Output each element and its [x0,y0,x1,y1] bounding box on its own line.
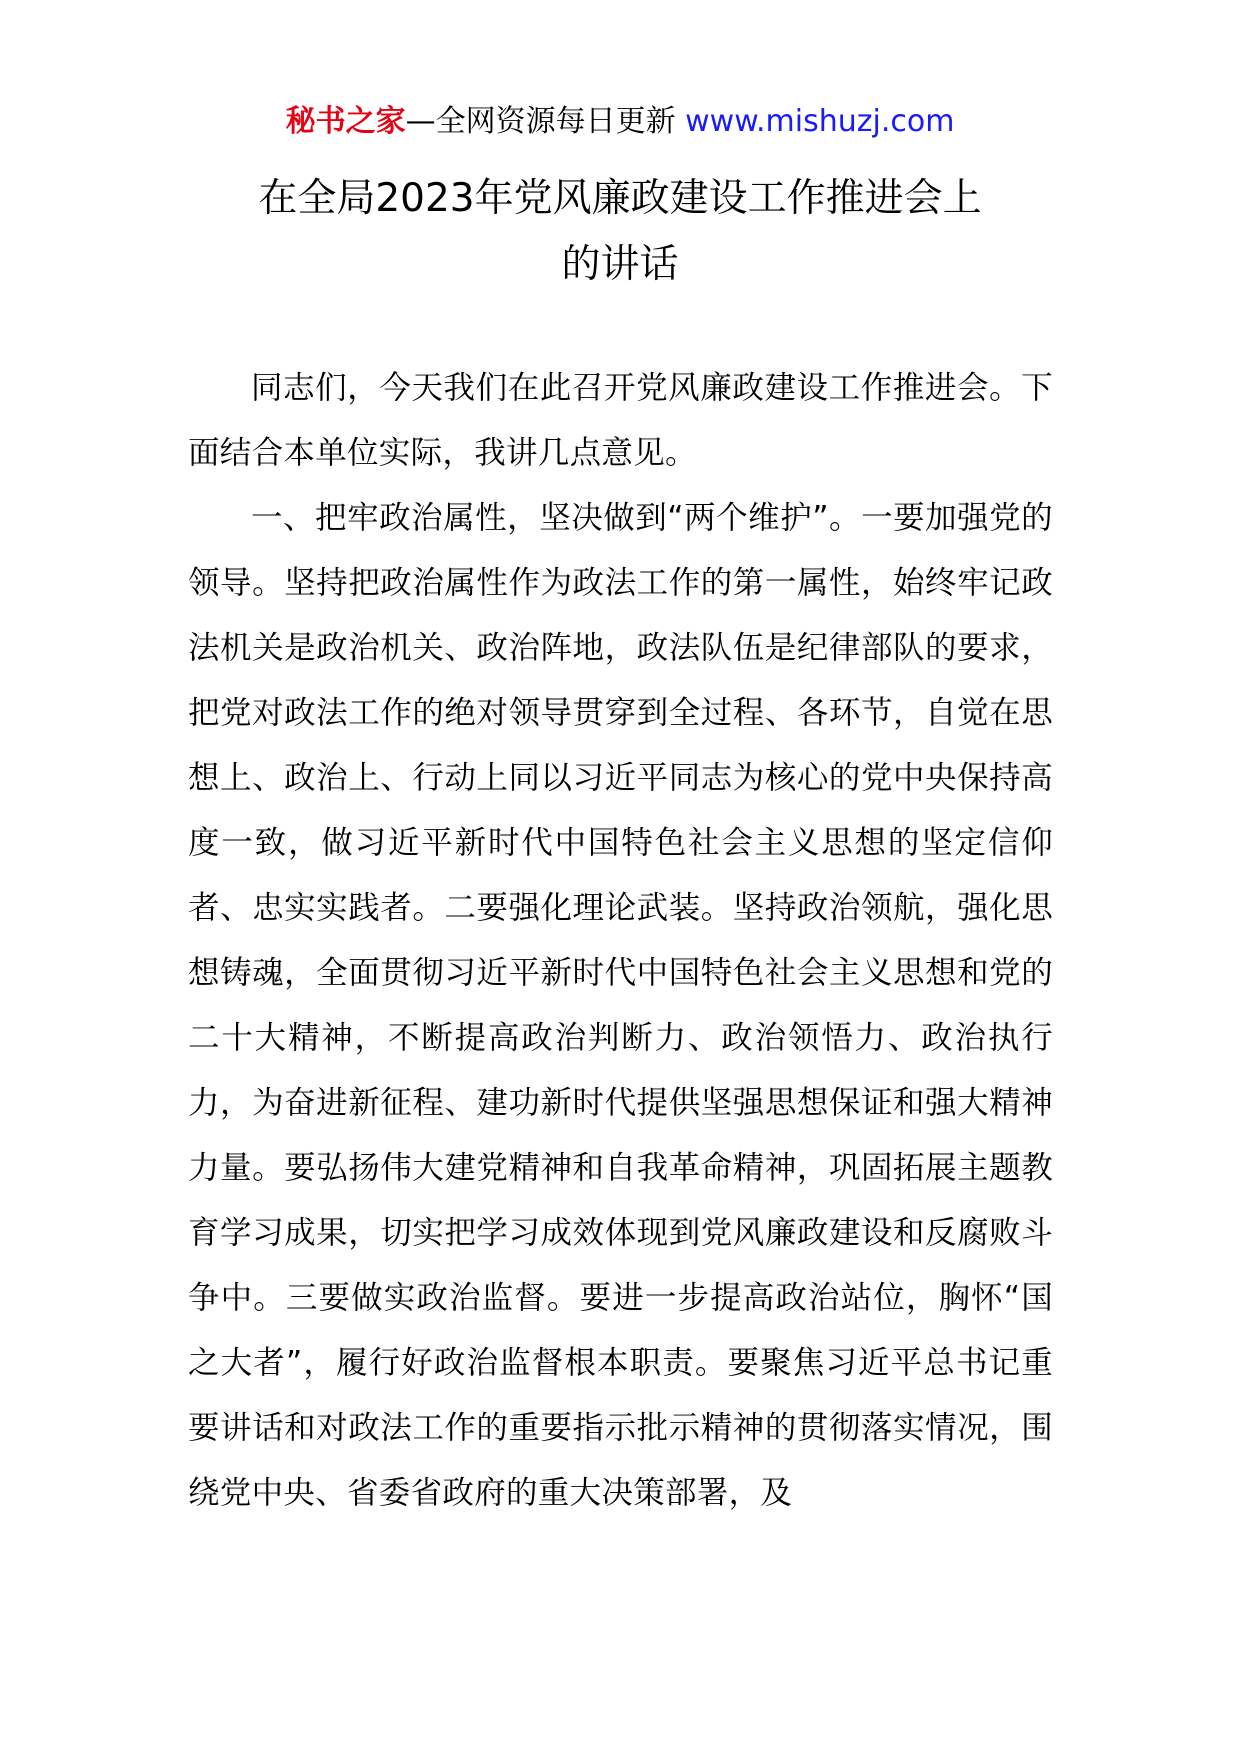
site-url-link[interactable]: www.mishuzj.com [685,104,955,139]
site-header [0,100,1240,144]
document-title [0,166,1240,298]
title-line-1: 在全局2023年党风廉政建设工作推进会上 [258,176,982,221]
title-line-2: 的讲话 [561,242,679,287]
brand-name: 秘书之家 [285,104,406,139]
header-tagline: —全网资源每日更新 [405,104,676,139]
document-body [188,356,1053,1526]
paragraph-opening: 同志们，今天我们在此召开党风廉政建设工作推进会。下面结合本单位实际，我讲几点意见。 [188,370,1053,471]
paragraph-section-one: 一、把牢政治属性，坚决做到“两个维护”。一要加强党的领导。坚持把政治属性作为政法工作的第一属性，始终牢记政法机关是政治机关、政治阵地，政法队伍是纪律部队的要求，把党对政法工作的绝对领导贯穿到全过程、各环节，自觉在思想上、政治上、行动上同以习近平同志为核心的党中央保持高度一致，做习近平新时代中国特色社会主义思想的坚定信仰者、忠实实践者。二要强化理论武装。坚持政治领航，强化思想铸魂，全面贯彻习近平新时代中国特色社会主义思想和党的二十大精神，不断提高政治判断力、政治领悟力、政治执行力，为奋进新征程、建功新时代提供坚强思想保证和强大精神力量。要弘扬伟大建党精神和自我革命精神，巩固拓展主题教育学习成果，切实把学习成效体现到党风廉政建设和反腐败斗争中。三要做实政治监督。要进一步提高政治站位，胸怀“国之大者”，履行好政治监督根本职责。要聚焦习近平总书记重要讲话和对政法工作的重要指示批示精神的贯彻落实情况，围绕党中央、省委省政府的重大决策部署，及 [188,500,1053,1511]
